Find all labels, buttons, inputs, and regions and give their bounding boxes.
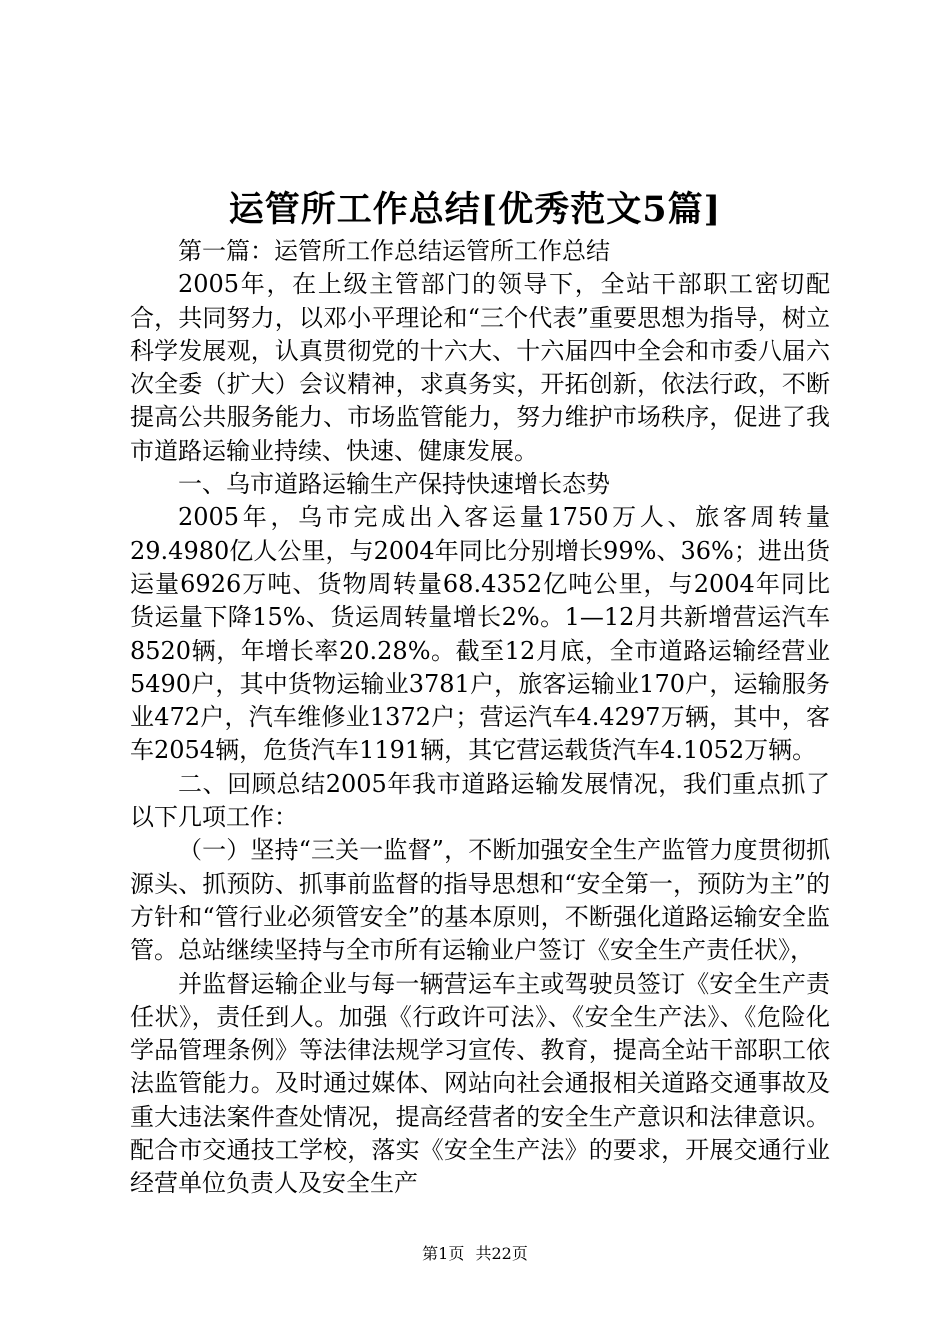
page-footer (0, 1243, 950, 1265)
paragraph-intro: 2005年，在上级主管部门的领导下，全站干部职工密切配合，共同努力，以邓小平理论和“三个代表”重要思想为指导，树立科学发展观，认真贯彻党的十六大、十六届四中全会和市委八届六次全委（扩大）会议精神，求真务实，开拓创新，依法行政，不断提高公共服务能力、市场监管能力，努力维护市场秩序，促进了我市道路运输业持续、快速、健康发展。 (130, 270, 830, 465)
page-total: 共22页 (475, 1244, 528, 1263)
document-body (130, 235, 830, 1201)
document-title: 运管所工作总结[优秀范文5篇] (228, 189, 722, 230)
paragraph-statistics: 2005年，乌市完成出入客运量1750万人、旅客周转量29.4980亿人公里，与2004年同比分别增长99%、36%；进出货运量6926万吨、货物周转量68.4352亿吨公里，与2004年同比货运量下降15%、货运周转量增长2%。1—12月共新增营运汽车8520辆，年增长率20.28%。截至12月底，全市道路运输经营业5490户，其中货物运输业3781户，旅客运输业170户，运输服务业472户，汽车维修业1372户；营运汽车4.4297万辆，其中，客车2054辆，危货汽车1191辆，其它营运载货汽车4.1052万辆。 (130, 503, 830, 765)
paragraph-responsibility: 并监督运输企业与每一辆营运车主或驾驶员签订《安全生产责任状》，责任到人。加强《行政许可法》、《安全生产法》、《危险化学品管理条例》等法律法规学习宣传、教育，提高全站干部职工依法监管能力。及时通过媒体、网站向社会通报相关道路交通事故及重大违法案件查处情况，提高经营者的安全生产意识和法律意识。配合市交通技工学校，落实《安全生产法》的要求，开展交通行业经营单位负责人及安全生产 (130, 969, 830, 1198)
page-number: 第1页 (422, 1244, 465, 1263)
paragraph-heading-two: 二、回顾总结2005年我市道路运输发展情况，我们重点抓了以下几项工作： (130, 769, 830, 832)
paragraph-safety-supervision: （一）坚持“三关一监督”，不断加强安全生产监管力度贯彻抓源头、抓预防、抓事前监督的指导思想和“安全第一，预防为主”的方针和“管行业必须管安全”的基本原则，不断强化道路运输安全监管。总站继续坚持与全市所有运输业户签订《安全生产责任状》， (130, 836, 830, 965)
paragraph-heading-one: 一、乌市道路运输生产保持快速增长态势 (178, 470, 610, 499)
paragraph-section-heading: 第一篇：运管所工作总结运管所工作总结 (178, 237, 610, 265)
